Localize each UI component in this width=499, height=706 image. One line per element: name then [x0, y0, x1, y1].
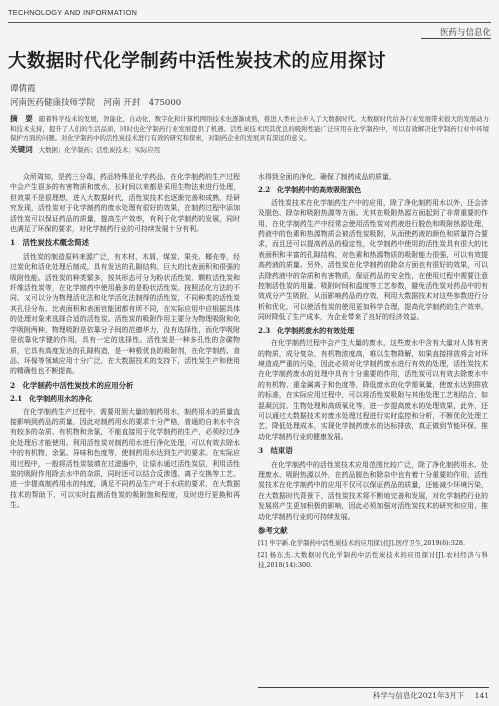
section-2-2-heading: 2.2 化学制药中的高效吸附脱色	[258, 185, 362, 195]
section-1-heading: 1 活性炭技术概念简述	[10, 238, 90, 248]
column-name: 医药与信息化	[439, 28, 491, 38]
footer-rule	[258, 687, 489, 688]
references-list	[258, 539, 488, 570]
section-3-heading: 3 结束语	[258, 446, 293, 456]
right-column	[258, 172, 488, 572]
footer-journal: 科学与信息化2021年3月下	[372, 691, 465, 700]
section-1-paragraph: 活性炭的制造原料来源广泛，有木材、木屑、煤炭、果壳、椰壳等，经过炭化和活化处理后制成，具有发达的孔隙结构、巨大的比表面积和很强的吸附性能。活性炭的种类繁多，按其形态可分为粉状活性炭、颗粒活性炭和纤维活性炭等，在化学制药中使用最多的是粉状活性炭。按照活化方法的不同，又可以分为物理活化法和化学活化法制得的活性炭，不同种类的活性炭其孔径分布、比表面积和表面官能团都有所不同，在实际应用中应根据具体的处理对象来选择合适的活性炭。活性炭的吸附作用主要分为物理吸附和化学吸附两种，物理吸附是依靠分子间的范德华力，没有选择性，而化学吸附是依靠化学键的作用，具有一定的选择性。活性炭是一种多孔性的含碳物质，它具有高度发达的孔隙构造，是一种极优良的吸附剂，在化学制药、食品、环保等领域应用十分广泛，在大数据技术的支持下，活性炭生产和使用的精确性也不断提高。	[10, 252, 240, 376]
references-heading: 参考文献	[258, 526, 288, 535]
journal-english-name: TECHNOLOGY AND INFORMATION	[8, 8, 138, 17]
abstract-paragraph	[10, 114, 489, 144]
article-title: 大数据时代化学制药中活性炭技术的应用探讨	[8, 51, 387, 72]
header-rule	[8, 22, 491, 23]
section-2-heading: 2 化学制药中活性炭技术的应用分析	[10, 380, 134, 390]
reference-item: [1] 毕宇新.化学制药中活性炭技术的应用探讨[J].医疗卫生,2019(6):328.	[258, 539, 466, 548]
page-number: 141	[474, 691, 489, 700]
page-footer	[258, 690, 489, 702]
section-2-1-paragraph: 在化学制药生产过程中，需要用到大量的制药用水，制药用水的质量直接影响到药品的质量，因此对制药用水的要求十分严格，普通的自来水中含有较多的杂质、有机物和余氯，不能直接用于化学制药的生产，必须经过净化处理后才能使用。利用活性炭对制药用水进行净化处理，可以有效去除水中的有机物、余氯、异味和色度等，使制药用水达到生产的要求。在实际应用过程中，一般将活性炭装填在过滤器中，让原水通过活性炭层，利用活性炭的吸附作用除去水中的杂质，同时还可以结合反渗透、离子交换等工艺，进一步提高制药用水的纯度，满足不同药品生产对于水质的要求，在大数据技术的帮助下，可以实时监测活性炭的吸附饱和程度，及时进行更换和再生。	[10, 407, 240, 510]
keywords-line	[10, 145, 489, 156]
author-affiliation: 河南医药健康技师学院 河南 开封 475000	[10, 98, 182, 108]
page-header	[8, 8, 491, 38]
author-name: 谭倩霞	[10, 84, 36, 94]
abstract-text: 随着科学技术的发展，智能化、自动化、数字化和计算机网络技术也逐渐成熟，推进人类社会步入了大数据时代。大数据时代给各行业发展带来很大的发展动力和技术支持，提升了人们的生活品质，同时也化学制药行业发展提供了机遇。活性炭技术因其优良的吸附性能广泛应用在化学制药中，可以有效解决化学制药行业中环境保护方面的问题。对化学制药中的活性炭技术进行有效的研究和探索，对制药企业的发展具有深远的意义。	[10, 115, 490, 143]
continued-paragraph: 水得到全面的净化，确保了制药成品的质量。	[258, 173, 396, 181]
section-3-paragraph: 在化学制药中的活性炭技术应用范围比较广泛，除了净化制药用水、处理废水、吸附热源以外，在药品脱色和除杂中也有着十分重要的作用，活性炭技术在化学制药中的应用不仅可以保证药品的质量，还能减少环境污染，在大数据时代背景下，活性炭技术将不断地完善和发展，对化学制药行业的发展将产生更加积极的影响，因此必须加强对活性炭技术的研究和应用，推动化学制药行业的可持续发展。	[258, 460, 488, 521]
section-2-2-paragraph: 活性炭技术在化学制药生产中的应用，除了净化制药用水以外，还会涉及脱色、除杂和吸附热源等方面。尤其在吸附热源方面起到了非常重要的作用，在化学制药生产中经常会使用活性炭对药液进行脱色和吸附热源处理，药液中的色素和热源物质会被活性炭吸附，从而使药液的颜色和质量符合要求，而且还可以提高药品的稳定性，化学制药中使用的活性炭具有很大的比表面积和丰富的孔隙结构，对色素和热源物质的吸附能力很强，可以有效提高药液的质量。另外，活性炭在化学制药的除杂方面也有很好的效果，可以去除药液中的杂质和有害物质，保证药品的安全性，在使用过程中需要注意控制活性炭的用量、吸附时间和温度等工艺参数，避免活性炭对药品中的有效成分产生吸附，从而影响药品的疗效，利用大数据技术对这些参数进行分析和优化，可以使活性炭的使用更加科学合理，提高化学制药的生产效率，同时降低了生产成本，为企业带来了良好的经济效益。	[258, 198, 488, 322]
abstract-label: 摘 要	[10, 114, 33, 123]
section-2-3-paragraph: 在化学制药过程中会产生大量的废水，这些废水中含有大量对人体有害的物质，成分复杂，有机物浓度高，难以生物降解，如果直接排放将会对环境造成严重的污染，因此必须对化学制药废水进行有效的处理，活性炭技术在化学制药废水的处理中具有十分重要的作用，活性炭可以有效去除废水中的有机物、重金属离子和色度等，降低废水的化学需氧量，使废水达到排放的标准，在实际应用过程中，可以将活性炭吸附与其他处理工艺相结合，如混凝沉淀、生物处理和高级氧化等，进一步提高废水的处理效果，此外，还可以通过大数据技术对废水处理过程进行实时监控和分析，不断优化处理工艺，降低处理成本，实现化学制药废水的达标排放，真正做到节能环保，推动化学制药行业的健康发展。	[258, 339, 488, 441]
left-column	[10, 172, 240, 513]
keywords-label: 关键词	[10, 144, 33, 154]
intro-paragraph: 众所周知，是药三分毒，药品特殊是化学药品，在化学制药的生产过程中会产生很多的有害物质和废水，长时间以来都是采用生物法来进行处理，但效果不是很理想，进入大数据时代，活性炭技术也逐渐完善和成熟，经研究发现，活性炭对于化学制药的废水处理有很好的效果，在制药过程中添加活性炭可以保证药品的质量，提高生产效率，有利于化学制药的发展，同时也满足了环保的要求，对化学制药行业的可持续发展十分有利。	[10, 173, 240, 234]
abstract-block	[10, 114, 489, 155]
column-rule	[421, 38, 491, 39]
section-2-3-heading: 2.3 化学制药废水的有效处理	[258, 325, 355, 335]
keywords-text: 大数据；化学制药；活性炭技术；实际应用	[38, 145, 161, 154]
section-2-1-heading: 2.1 化学制药用水的净化	[10, 394, 93, 404]
reference-item: [2] 杨东杰.大数据时代化学制药中活性炭技术的应用探讨[J].农村经济与科技,2018(14):300.	[258, 551, 488, 569]
footer-text	[373, 690, 489, 701]
